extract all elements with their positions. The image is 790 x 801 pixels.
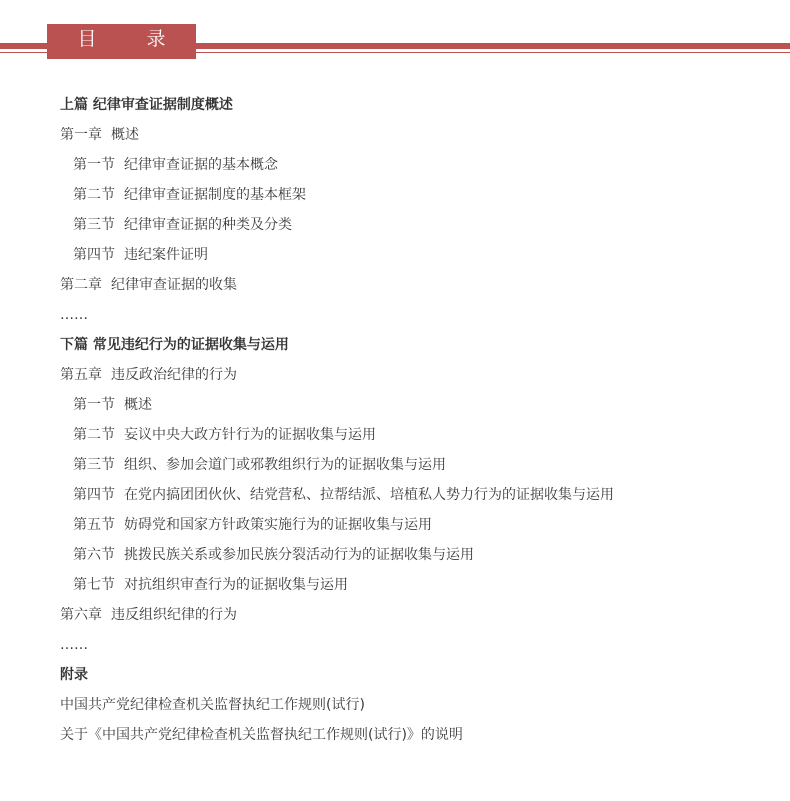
- page-title: 目 录: [47, 24, 196, 59]
- section-title: 纪律审查证据的基本概念: [124, 157, 278, 173]
- chapter-title: 概述: [111, 127, 139, 143]
- chapter-title: 违反组织纪律的行为: [111, 607, 237, 623]
- section-title: 违纪案件证明: [124, 247, 208, 263]
- section-title: 妄议中央大政方针行为的证据收集与运用: [124, 427, 376, 443]
- toc-chapter-1[interactable]: [60, 120, 614, 150]
- toc-section-5-7[interactable]: [60, 570, 614, 600]
- chapter-title: 纪律审查证据的收集: [111, 277, 237, 293]
- section-title: 妨碍党和国家方针政策实施行为的证据收集与运用: [124, 517, 432, 533]
- toc-section-1-1[interactable]: [60, 150, 614, 180]
- toc-ellipsis: ……: [60, 307, 88, 323]
- section-number: 第四节: [73, 487, 115, 503]
- section-number: 第四节: [73, 247, 115, 263]
- chapter-number: 第五章: [60, 367, 102, 383]
- section-title: 对抗组织审查行为的证据收集与运用: [124, 577, 348, 593]
- section-number: 第二节: [73, 427, 115, 443]
- toc-appendix-item-explanation[interactable]: 关于《中国共产党纪律检查机关监督执纪工作规则(试行)》的说明: [60, 727, 463, 743]
- section-number: 第一节: [73, 397, 115, 413]
- table-of-contents: [60, 90, 614, 750]
- toc-section-1-3[interactable]: [60, 210, 614, 240]
- section-number: 第六节: [73, 547, 115, 563]
- section-title: 概述: [124, 397, 152, 413]
- section-number: 第七节: [73, 577, 115, 593]
- section-title: 在党内搞团团伙伙、结党营私、拉帮结派、培植私人势力行为的证据收集与运用: [124, 487, 614, 503]
- section-number: 第三节: [73, 457, 115, 473]
- toc-section-1-2[interactable]: [60, 180, 614, 210]
- toc-ellipsis: ……: [60, 637, 88, 653]
- section-title: 纪律审查证据制度的基本框架: [124, 187, 306, 203]
- toc-section-5-3[interactable]: [60, 450, 614, 480]
- toc-section-5-6[interactable]: [60, 540, 614, 570]
- section-title: 挑拨民族关系或参加民族分裂活动行为的证据收集与运用: [124, 547, 474, 563]
- toc-section-5-4[interactable]: [60, 480, 614, 510]
- toc-chapter-6[interactable]: [60, 600, 614, 630]
- toc-chapter-5[interactable]: [60, 360, 614, 390]
- toc-section-1-4[interactable]: [60, 240, 614, 270]
- toc-appendix[interactable]: 附录: [60, 667, 88, 683]
- section-number: 第三节: [73, 217, 115, 233]
- chapter-number: 第六章: [60, 607, 102, 623]
- toc-appendix-item-rules[interactable]: 中国共产党纪律检查机关监督执纪工作规则(试行): [60, 697, 365, 713]
- toc-part-upper[interactable]: 上篇 纪律审查证据制度概述: [60, 97, 233, 113]
- section-number: 第一节: [73, 157, 115, 173]
- chapter-number: 第一章: [60, 127, 102, 143]
- chapter-number: 第二章: [60, 277, 102, 293]
- section-title: 纪律审查证据的种类及分类: [124, 217, 292, 233]
- toc-section-5-5[interactable]: [60, 510, 614, 540]
- section-number: 第二节: [73, 187, 115, 203]
- toc-section-5-2[interactable]: [60, 420, 614, 450]
- chapter-title: 违反政治纪律的行为: [111, 367, 237, 383]
- toc-chapter-2[interactable]: [60, 270, 614, 300]
- toc-section-5-1[interactable]: [60, 390, 614, 420]
- section-title: 组织、参加会道门或邪教组织行为的证据收集与运用: [124, 457, 446, 473]
- section-number: 第五节: [73, 517, 115, 533]
- toc-part-lower[interactable]: 下篇 常见违纪行为的证据收集与运用: [60, 337, 289, 353]
